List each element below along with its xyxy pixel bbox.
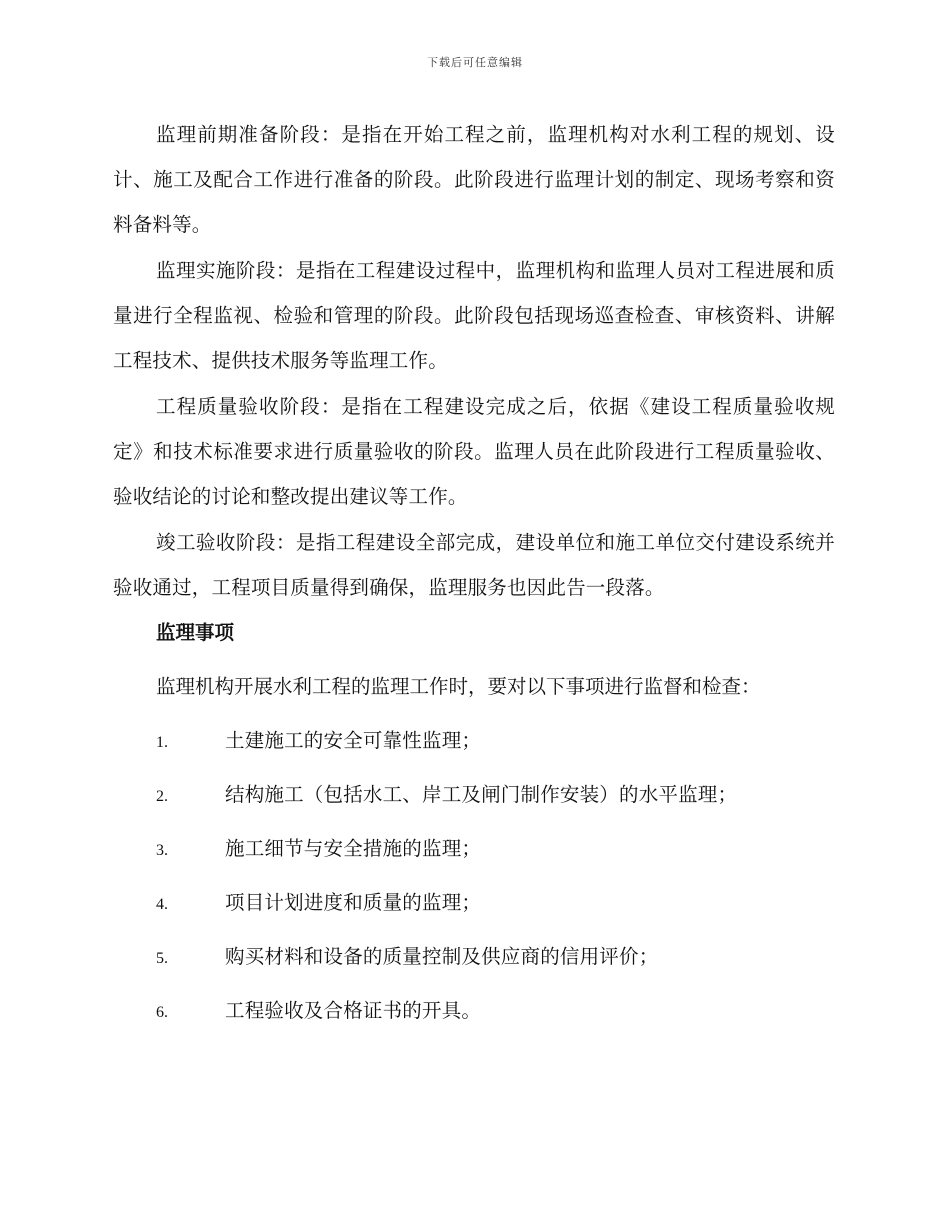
list-item-number: 5. xyxy=(156,950,168,967)
list-item xyxy=(113,718,835,772)
document-body xyxy=(113,112,835,1042)
list-item-text: 结构施工（包括水工、岸工及闸门制作安装）的水平监理； xyxy=(225,783,738,806)
paragraph-implementation-stage: 监理实施阶段：是指在工程建设过程中，监理机构和监理人员对工程进展和质量进行全程监视、检验和管理的阶段。此阶段包括现场巡查检查、审核资料、讲解工程技术、提供技术服务等监理工作。 xyxy=(113,259,835,372)
list-item-number: 1. xyxy=(156,734,168,751)
page-header: 下载后可任意编辑 xyxy=(427,56,523,69)
list-item-number: 3. xyxy=(156,842,168,859)
list-item xyxy=(113,826,835,880)
list-item xyxy=(113,934,835,988)
paragraph-quality-acceptance-stage: 工程质量验收阶段：是指在工程建设完成之后，依据《建设工程质量验收规定》和技术标准要求进行质量验收的阶段。监理人员在此阶段进行工程质量验收、验收结论的讨论和整改提出建议等工作。 xyxy=(113,395,835,508)
list-item-text: 工程验收及合格证书的开具。 xyxy=(225,999,482,1022)
list-item-number: 6. xyxy=(156,1004,168,1021)
list-item-text: 项目计划进度和质量的监理； xyxy=(225,891,482,914)
list-item xyxy=(113,988,835,1042)
numbered-list xyxy=(113,718,835,1042)
section-intro: 监理机构开展水利工程的监理工作时，要对以下事项进行监督和检查： xyxy=(156,675,761,698)
paragraph-completion-acceptance-stage: 竣工验收阶段：是指工程建设全部完成，建设单位和施工单位交付建设系统并验收通过，工程项目质量得到确保，监理服务也因此告一段落。 xyxy=(113,531,835,599)
list-item xyxy=(113,772,835,826)
list-item-text: 施工细节与安全措施的监理； xyxy=(225,837,482,860)
list-item xyxy=(113,880,835,934)
paragraph-preparation-stage: 监理前期准备阶段：是指在开始工程之前，监理机构对水利工程的规划、设计、施工及配合工作进行准备的阶段。此阶段进行监理计划的制定、现场考察和资料备料等。 xyxy=(113,123,835,236)
list-item-text: 购买材料和设备的质量控制及供应商的信用评价； xyxy=(225,945,659,968)
list-item-number: 4. xyxy=(156,896,168,913)
section-heading: 监理事项 xyxy=(156,621,235,644)
list-item-number: 2. xyxy=(156,788,168,805)
list-item-text: 土建施工的安全可靠性监理； xyxy=(225,729,482,752)
